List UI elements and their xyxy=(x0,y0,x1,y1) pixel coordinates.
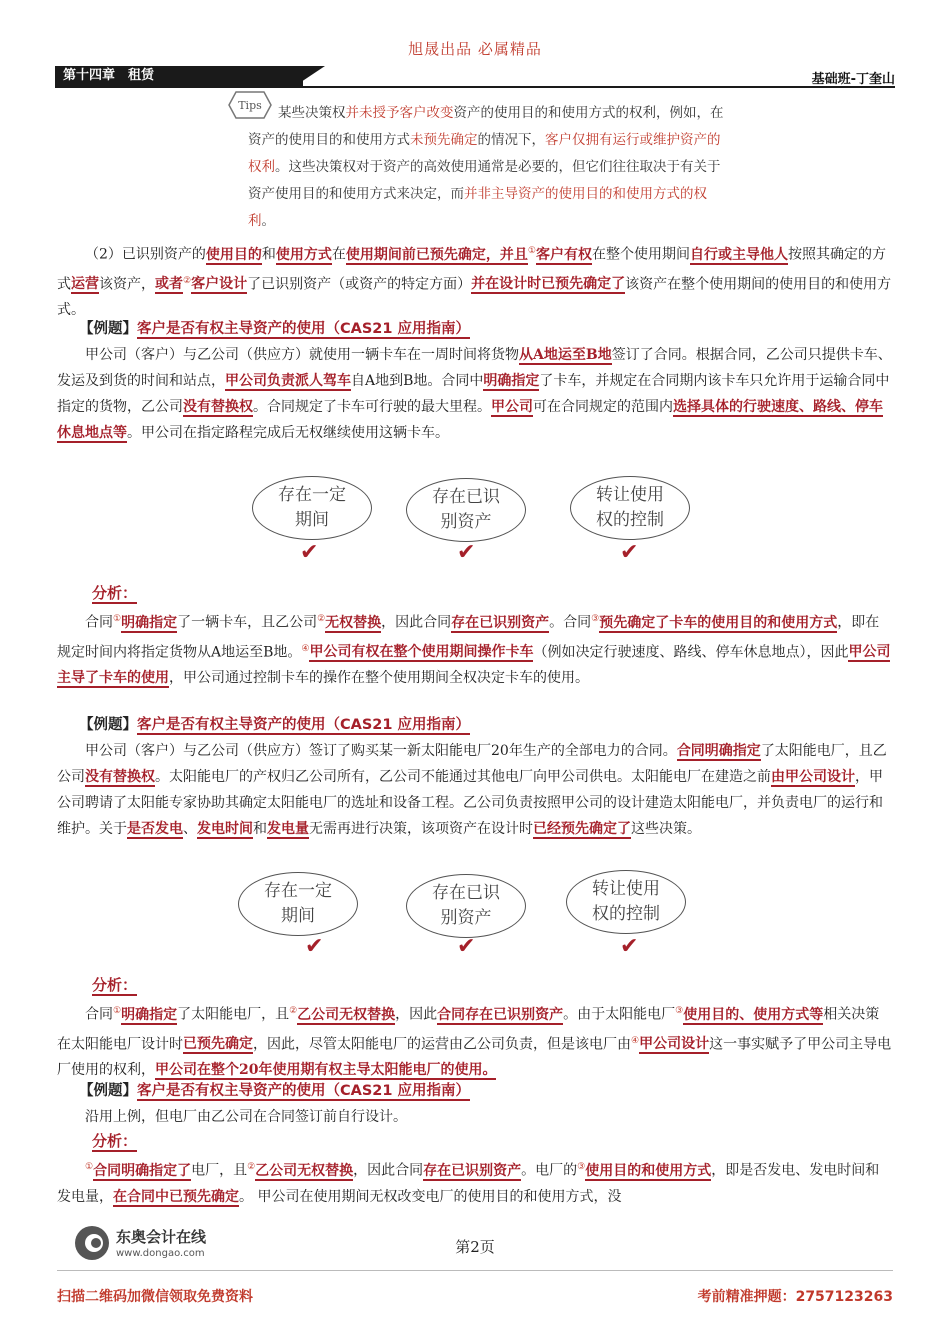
check-icon: ✔ xyxy=(620,540,639,565)
criterion-control: 转让使用权的控制 xyxy=(570,476,690,540)
svg-text:Tips: Tips xyxy=(238,99,262,112)
footer-divider xyxy=(57,1270,893,1271)
analysis-3-label: 分析： xyxy=(92,1132,138,1150)
check-icon: ✔ xyxy=(305,934,324,959)
example-2-heading: 【例题】客户是否有权主导资产的使用（CAS21 应用指南） xyxy=(79,717,471,733)
example-1-body: 甲公司（客户）与乙公司（供应方）就使用一辆卡车在一周时间将货物从A地运至B地签订了合同。根据合同，乙公司只提供卡车、发运及到货的时间和站点，甲公司负责派人驾车自A地到B地。合同中明确指定了卡车，并规定在合同期内该卡车只允许用于运输合同中指定的货物，乙公司没有替换权。合同规定了卡车可行驶的最大里程。甲公司可在合同规定的范围内选择具体的行驶速度、路线、停车休息地点等。甲公司在指定路程完成后无权继续使用这辆卡车。 xyxy=(57,347,892,441)
check-icon: ✔ xyxy=(457,540,476,565)
analysis-1-label: 分析： xyxy=(92,584,138,602)
tips-note: 某些决策权并未授予客户改变资产的使用目的和使用方式的权利，例如，在资产的使用目的和使用方式未预先确定的情况下，客户仅拥有运行或维护资产的权利。这些决策权对于资产的高效使用通常是必要的，但它们往往取决于有关于资产使用目的和使用方式来决定，而并非主导资产的使用目的和使用方式的权利。 xyxy=(248,105,724,229)
criterion-period: 存在一定期间 xyxy=(252,476,372,540)
svg-text:东奥会计在线: 东奥会计在线 xyxy=(116,1228,207,1246)
criterion-identified-asset: 存在已识别资产 xyxy=(406,874,526,938)
page-number: 第2页 xyxy=(455,1238,495,1256)
example-1-heading: 【例题】客户是否有权主导资产的使用（CAS21 应用指南） xyxy=(79,321,471,337)
check-icon: ✔ xyxy=(457,934,476,959)
chapter-tab-decoration xyxy=(295,66,325,86)
example-2-body: 甲公司（客户）与乙公司（供应方）签订了购买某一新太阳能电厂20年生产的全部电力的合同。合同明确指定了太阳能电厂，且乙公司没有替换权。太阳能电厂的产权归乙公司所有，乙公司不能通过其他电厂向甲公司供电。太阳能电厂在建造之前由甲公司设计，甲公司聘请了太阳能专家协助其确定太阳能电厂的选址和设备工程。乙公司负责按照甲公司的设计建造太阳能电厂，并负责电厂的运行和维护。关于是否发电、发电时间和发电量无需再进行决策，该项资产在设计时已经预先确定了这些决策。 xyxy=(57,743,887,837)
criterion-identified-asset: 存在已识别资产 xyxy=(406,478,526,542)
analysis-3-body: ①合同明确指定了电厂，且②乙公司无权替换，因此合同存在已识别资产。电厂的③使用目的和使用方式，即是否发电、发电时间和发电量，在合同中已预先确定。 甲公司在使用期间无权改变电厂的使用目的和使用方式，没 xyxy=(57,1162,880,1205)
example-3-heading: 【例题】客户是否有权主导资产的使用（CAS21 应用指南） xyxy=(79,1083,471,1099)
paragraph-2: （2）已识别资产的使用目的和使用方式在使用期间前已预先确定，并且①客户有权在整个使用期间自行或主导他人按照其确定的方式运营该资产，或者②客户设计了已识别资产（或资产的特定方面）并在设计时已预先确定了该资产在整个使用期间的使用目的和使用方式。 xyxy=(57,246,892,319)
analysis-1-body: 合同①明确指定了一辆卡车，且乙公司②无权替换，因此合同存在已识别资产。合同③预先确定了卡车的使用目的和使用方式，即在规定时间内将指定货物从A地运至B地。④甲公司有权在整个使用期间操作卡车（例如决定行驶速度、路线、停车休息地点），因此甲公司主导了卡车的使用，甲公司通过控制卡车的操作在整个使用期间全权决定卡车的使用。 xyxy=(57,614,891,687)
header-divider xyxy=(55,86,895,88)
course-teacher: 基础班-丁奎山 xyxy=(811,72,895,87)
chapter-title: 第十四章 租赁 xyxy=(55,66,303,86)
analysis-2-label: 分析： xyxy=(92,976,138,994)
check-icon: ✔ xyxy=(620,934,639,959)
footer-promo-left: 扫描二维码加微信领取免费资料 xyxy=(57,1289,253,1305)
criterion-control: 转让使用权的控制 xyxy=(566,870,686,934)
analysis-2-body: 合同①明确指定了太阳能电厂，且②乙公司无权替换，因此合同存在已识别资产。由于太阳能电厂③使用目的、使用方式等相关决策在太阳能电厂设计时已预先确定，因此，尽管太阳能电厂的运营由乙公司负责，但是该电厂由④甲公司设计这一事实赋予了甲公司主导电厂使用的权利，甲公司在整个20年使用期有权主导太阳能电厂的使用。 xyxy=(57,1006,892,1079)
criterion-period: 存在一定期间 xyxy=(238,872,358,936)
example-3-body: 沿用上例，但电厂由乙公司在合同签订前自行设计。 xyxy=(85,1109,407,1125)
top-banner: 旭晟出品 必属精品 xyxy=(408,40,542,58)
svg-text:www.dongao.com: www.dongao.com xyxy=(116,1248,205,1259)
footer-promo-right: 考前精准押题：2757123263 xyxy=(697,1289,893,1305)
check-icon: ✔ xyxy=(300,540,319,565)
